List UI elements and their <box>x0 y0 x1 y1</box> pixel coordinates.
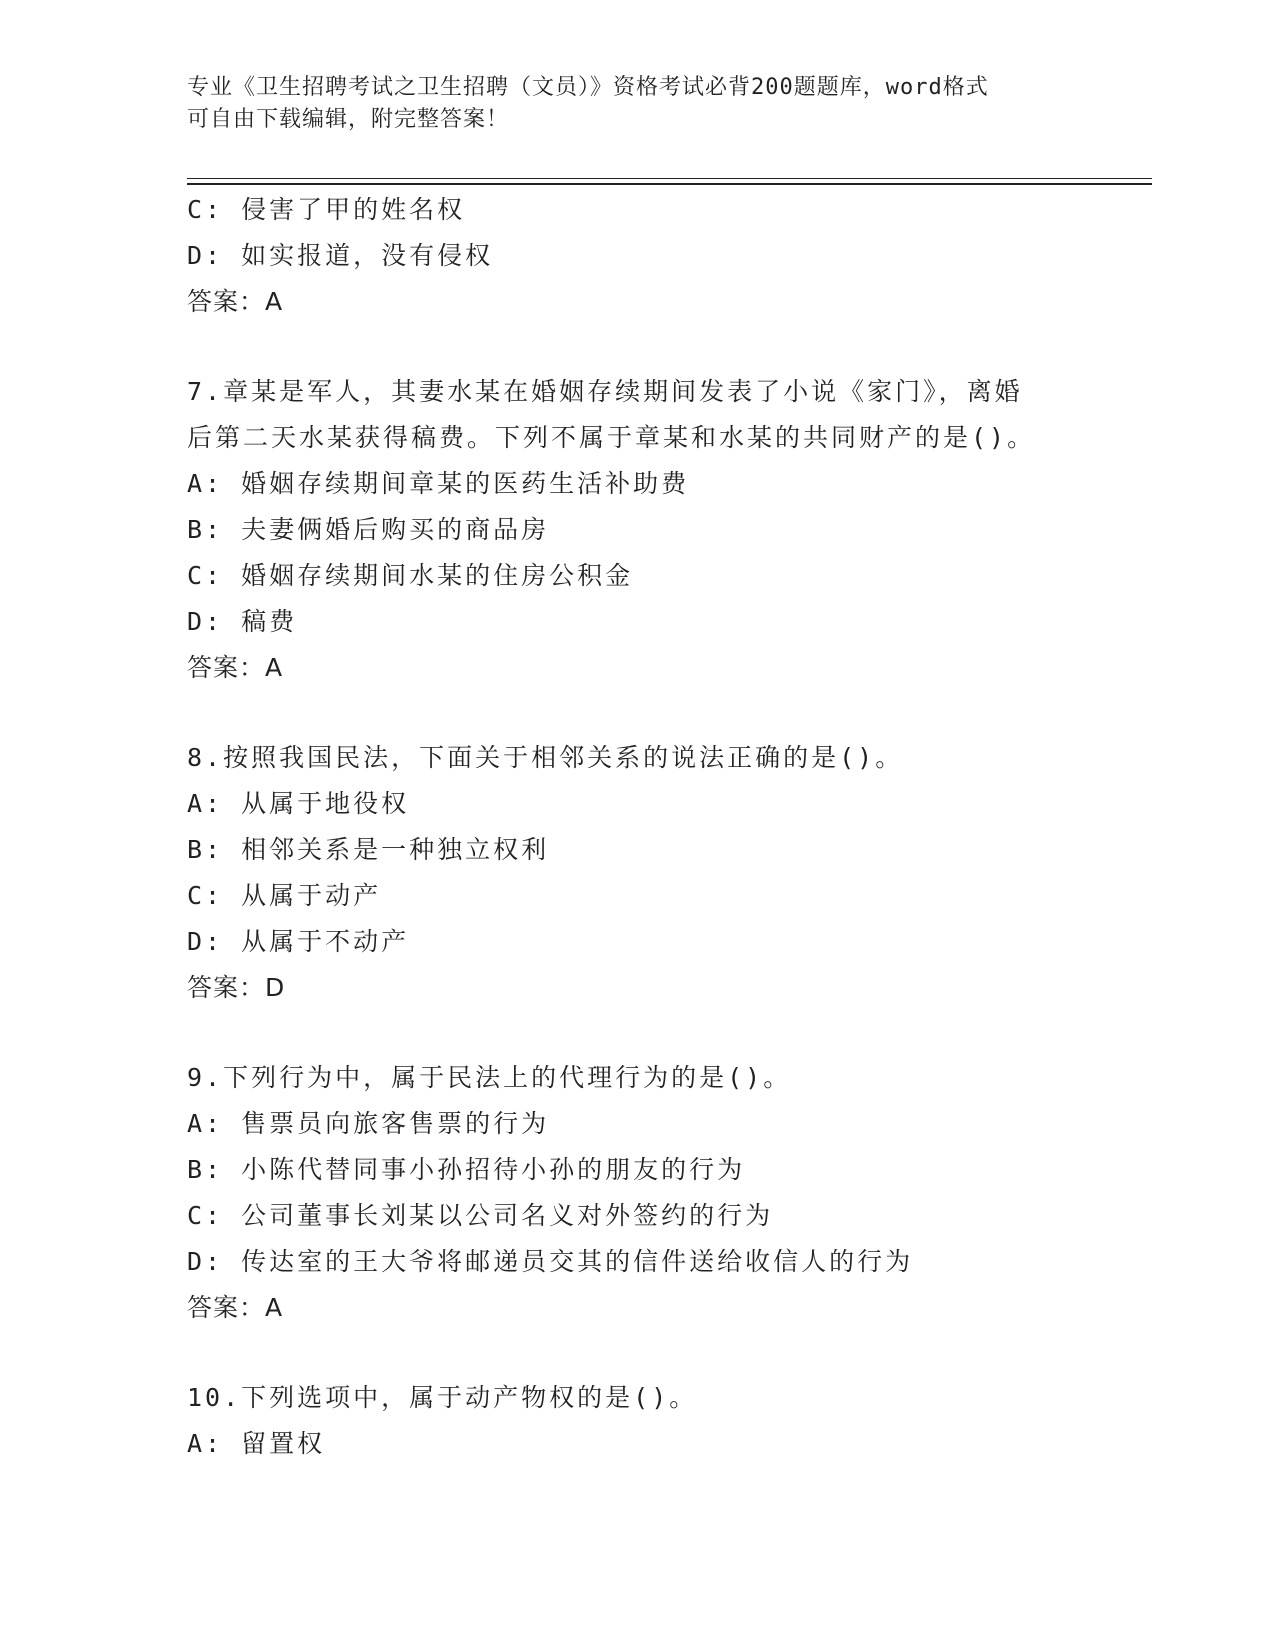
spacer <box>187 1011 1147 1055</box>
option-d: D: 稿费 <box>187 607 298 636</box>
spacer <box>187 325 1147 369</box>
question-stem: 9.下列行为中，属于民法上的代理行为的是()。 <box>187 1063 792 1092</box>
option-a: A: 留置权 <box>187 1429 326 1458</box>
header-line-2: 可自由下载编辑，附完整答案！ <box>187 107 510 132</box>
question-stem: 7.章某是军人，其妻水某在婚姻存续期间发表了小说《家门》，离婚 <box>187 377 1023 406</box>
header-divider-thick <box>187 183 1152 185</box>
header-divider-thin <box>187 178 1152 179</box>
option-c: C: 从属于动产 <box>187 881 382 910</box>
option-c: C: 侵害了甲的姓名权 <box>187 195 466 224</box>
question-6-tail <box>187 187 1147 325</box>
option-d: D: 传达室的王大爷将邮递员交其的信件送给收信人的行为 <box>187 1247 914 1276</box>
question-stem-continued: 后第二天水某获得稿费。下列不属于章某和水某的共同财产的是()。 <box>187 423 1036 452</box>
answer-line: 答案：A <box>187 1293 284 1322</box>
question-stem: 10.下列选项中，属于动产物权的是()。 <box>187 1383 698 1412</box>
spacer <box>187 1331 1147 1375</box>
question-8 <box>187 735 1147 1011</box>
option-d: D: 从属于不动产 <box>187 927 410 956</box>
question-7 <box>187 369 1147 691</box>
spacer <box>187 691 1147 735</box>
option-b: B: 小陈代替同事小孙招待小孙的朋友的行为 <box>187 1155 746 1184</box>
question-stem: 8.按照我国民法，下面关于相邻关系的说法正确的是()。 <box>187 743 904 772</box>
question-10 <box>187 1375 1147 1467</box>
header-line-1: 专业《卫生招聘考试之卫生招聘（文员）》资格考试必背200题题库，word格式 <box>187 75 989 100</box>
option-a: A: 售票员向旅客售票的行为 <box>187 1109 550 1138</box>
option-b: B: 夫妻俩婚后购买的商品房 <box>187 515 550 544</box>
answer-line: 答案：D <box>187 973 286 1002</box>
option-a: A: 从属于地役权 <box>187 789 410 818</box>
option-b: B: 相邻关系是一种独立权利 <box>187 835 550 864</box>
option-c: C: 公司董事长刘某以公司名义对外签约的行为 <box>187 1201 774 1230</box>
question-9 <box>187 1055 1147 1331</box>
option-d: D: 如实报道，没有侵权 <box>187 241 494 270</box>
question-list <box>187 187 1147 1467</box>
document-header <box>187 72 1087 136</box>
option-a: A: 婚姻存续期间章某的医药生活补助费 <box>187 469 690 498</box>
answer-line: 答案：A <box>187 653 284 682</box>
answer-line: 答案：A <box>187 287 284 316</box>
option-c: C: 婚姻存续期间水某的住房公积金 <box>187 561 634 590</box>
